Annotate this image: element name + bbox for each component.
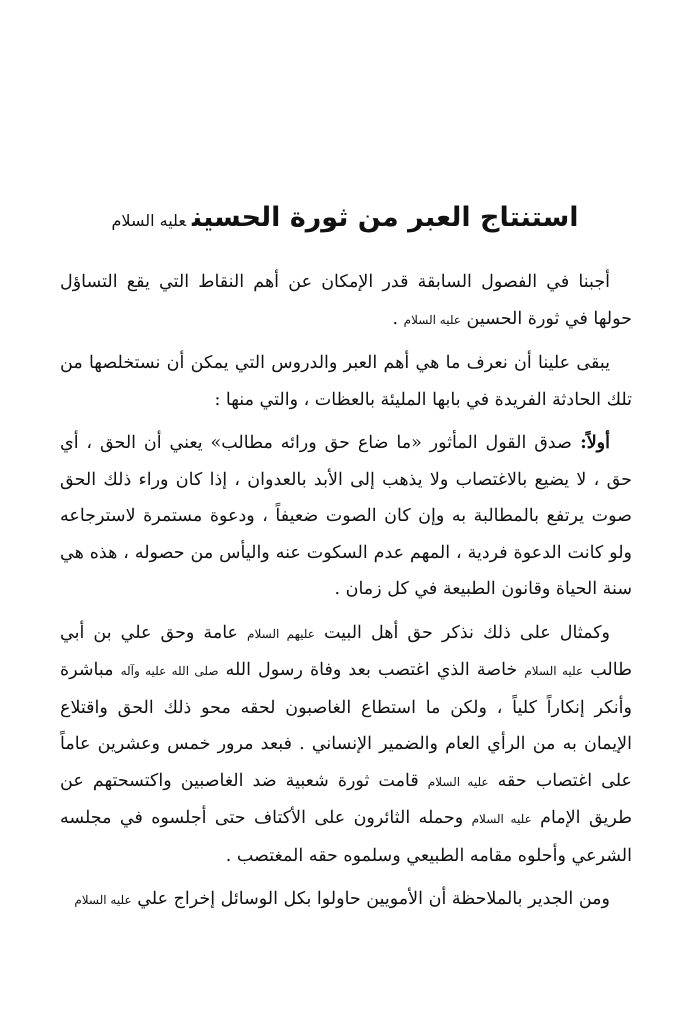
body-text <box>60 264 632 926</box>
paragraph-text: ومن الجدير بالملاحظة أن الأمويين حاولوا بكل الوسائل إخراج علي <box>131 889 610 909</box>
honorific-glyph: عليه السلام <box>427 774 489 789</box>
paragraph <box>60 345 632 418</box>
paragraph-text: . <box>392 308 404 329</box>
honorific-glyph: عليه السلام <box>74 893 132 907</box>
chapter-title-text: استنتاج العبر من ثورة الحسين <box>192 202 579 233</box>
paragraph <box>60 425 632 608</box>
honorific-glyph: صلى الله عليه وآله <box>120 664 219 678</box>
paragraph-text: عامة وحق علي بن أبي طالب <box>60 622 632 680</box>
honorific-glyph: عليه السلام <box>471 812 532 826</box>
honorific-glyph: عليهم السلام <box>247 626 315 641</box>
paragraph-text: خاصة الذي اغتصب بعد وفاة رسول الله <box>218 660 525 680</box>
paragraph-text: وكمثال على ذلك نذكر حق أهل البيت <box>314 622 610 643</box>
paragraph-text: صدق القول المأثور «ما ضاع حق ورائه مطالب» يعني أن الحق ، أي حق ، لا يضيع بالاغتصاب ولا يذهب إلى الأبد بالعدوان ، إذا كان وراء ذلك الحق صوت يرتفع بالمطالبة به وإن كان الصوت ضعيفاً ، ودعوة مستمرة لاسترجاعه ولو كانت الدعوة فردية ، المهم عدم السكوت عنه واليأس من حصوله ، هذه هي سنة الحياة وقانون الطبيعة في كل زمان . <box>60 433 632 599</box>
chapter-title <box>0 196 690 243</box>
paragraph-text: يبقى علينا أن نعرف ما هي أهم العبر والدروس التي يمكن أن نستخلصها من تلك الحادثة الفريدة في بابها المليئة بالعظات ، والتي منها : <box>60 353 632 410</box>
paragraph-text: وحمله الثائرون على الأكتاف حتى أجلسوه في مجلسه الشرعي وأحلوه مقامه الطبيعي وسلموه حقه المغتصب . <box>60 808 632 866</box>
paragraph-text: مباشرة وأنكر إنكاراً كلياً ، ولكن ما استطاع الغاصبون لحقه محو ذلك الحق واقتلاع الإيمان به من الرأي العام والضمير الإنساني . فبعد مرور خمس وعشرين عاماً على اغتصاب حقه <box>60 660 632 791</box>
honorific-glyph: عليه السلام <box>111 211 187 230</box>
honorific-glyph: عليه السلام <box>403 312 461 327</box>
paragraph <box>60 881 632 919</box>
paragraph-text: أجبنا في الفصول السابقة قدر الإمكان عن أهم النقاط التي يقع التساؤل حولها في ثورة الحسين <box>60 272 632 329</box>
paragraph-text: قامت ثورة شعبية ضد الغاصبين واكتسحتهم عن طريق الإمام <box>60 770 632 828</box>
paragraph-lead: أولاً: <box>571 433 610 453</box>
paragraph <box>60 615 632 875</box>
paragraph <box>60 264 632 338</box>
honorific-glyph: عليه السلام <box>524 664 584 678</box>
